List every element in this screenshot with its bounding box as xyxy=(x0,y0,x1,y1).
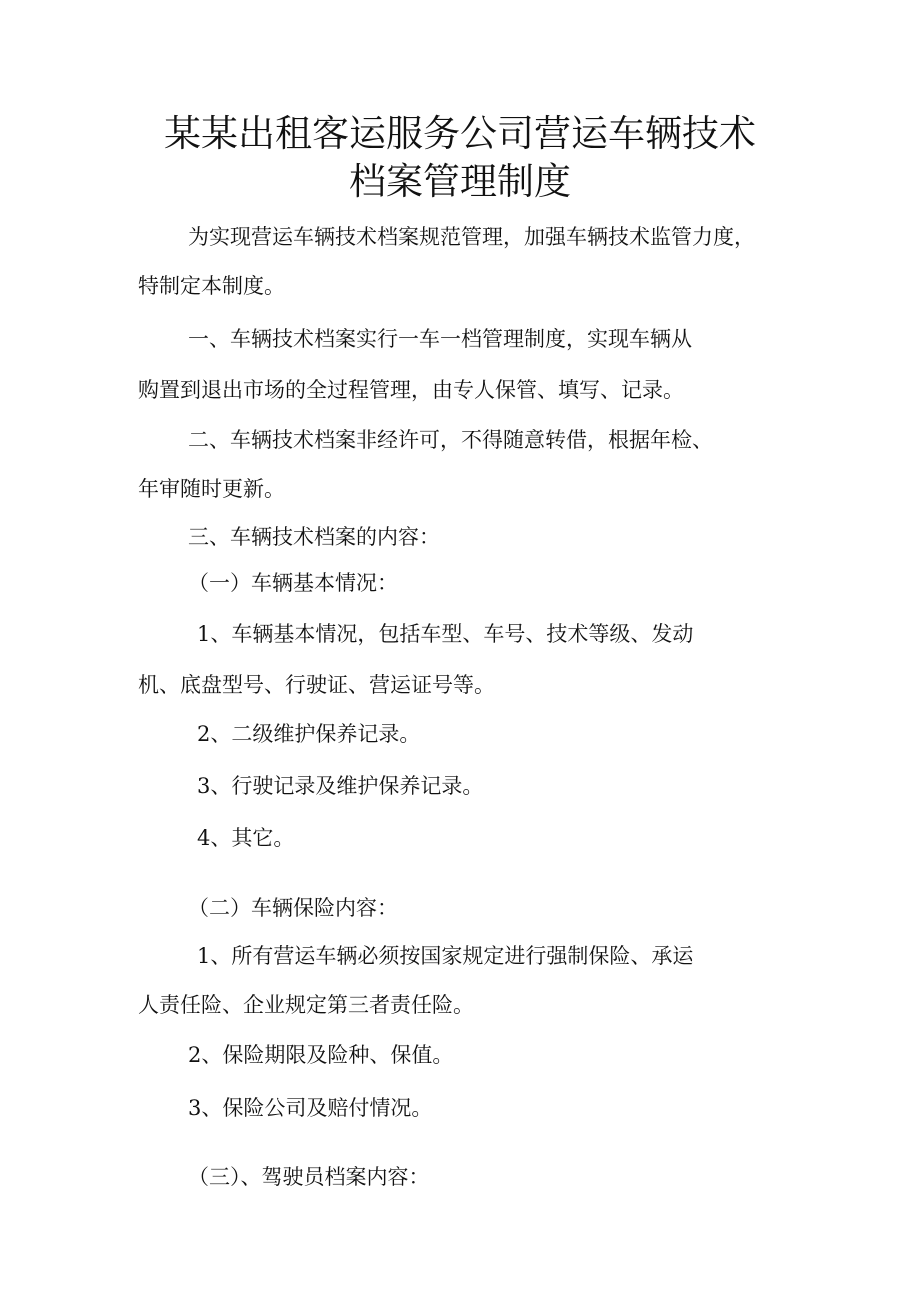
article-2-line-1: 二、车辆技术档案非经许可，不得随意转借，根据年检、 xyxy=(188,428,713,452)
section-3-heading: （三）、驾驶员档案内容： xyxy=(188,1165,430,1189)
article-2-line-2: 年审随时更新。 xyxy=(138,477,285,501)
section-1-item-1-line-1: 1、车辆基本情况，包括车型、车号、技术等级、发动 xyxy=(197,622,694,646)
section-2-heading: （二）车辆保险内容： xyxy=(188,896,398,920)
section-1-item-2: 2、二级维护保养记录。 xyxy=(197,722,421,746)
section-1-item-4: 4、其它。 xyxy=(197,826,295,850)
article-1-line-2: 购置到退出市场的全过程管理，由专人保管、填写、记录。 xyxy=(138,378,684,402)
section-2-item-2: 2、保险期限及险种、保值。 xyxy=(188,1043,454,1067)
intro-line-2: 特制定本制度。 xyxy=(138,274,285,298)
section-1-item-1-line-2: 机、底盘型号、行驶证、营运证号等。 xyxy=(138,673,495,697)
document-title-line-1: 某某出租客运服务公司营运车辆技术 xyxy=(164,112,756,155)
intro-line-1: 为实现营运车辆技术档案规范管理，加强车辆技术监管力度， xyxy=(188,225,755,249)
section-2-item-3: 3、保险公司及赔付情况。 xyxy=(188,1096,433,1120)
section-2-item-1-line-1: 1、所有营运车辆必须按国家规定进行强制保险、承运 xyxy=(197,944,694,968)
article-1-line-1: 一、车辆技术档案实行一车一档管理制度，实现车辆从 xyxy=(188,327,692,351)
section-1-heading: （一）车辆基本情况： xyxy=(188,571,398,595)
article-3-heading: 三、车辆技术档案的内容： xyxy=(188,525,440,549)
document-title-line-2: 档案管理制度 xyxy=(349,160,571,203)
section-1-item-3: 3、行驶记录及维护保养记录。 xyxy=(197,774,484,798)
section-2-item-1-line-2: 人责任险、企业规定第三者责任险。 xyxy=(138,993,474,1017)
